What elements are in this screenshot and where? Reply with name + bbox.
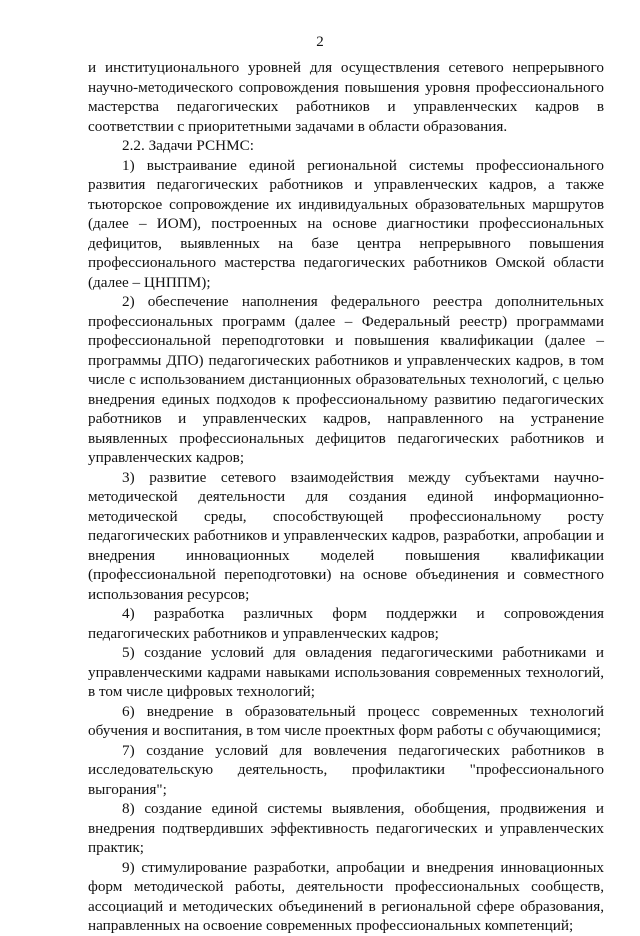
list-item-task-5: 5) создание условий для овладения педагогическими работниками и управленческими кадрами навыками использования современных технологий, в том числе цифровых технологий; — [88, 644, 604, 700]
list-item-task-2: 2) обеспечение наполнения федерального реестра дополнительных профессиональных программ (далее – Федеральный реестр) программами профессиональной переподготовки и повышения квалификации (далее – программы ДПО) педагогических работников и управленческих кадров, в том числе с использованием дистанционных образовательных технологий, с целью внедрения единых подходов к профессиональному развитию педагогических работников и управленческих кадров, направленного на устранение выявленных профессиональных дефицитов педагогических работников и управленческих кадров; — [88, 293, 604, 466]
list-item-task-4: 4) разработка различных форм поддержки и сопровождения педагогических работников и управленческих кадров; — [88, 605, 604, 642]
page-number: 2 — [316, 34, 324, 50]
section-heading-tasks: 2.2. Задачи РСНМС: — [122, 137, 254, 154]
list-item-task-8: 8) создание единой системы выявления, обобщения, продвижения и внедрения подтвердивших эффективность педагогических и управленческих практик; — [88, 800, 604, 856]
body-text — [88, 58, 604, 936]
list-item-task-3: 3) развитие сетевого взаимодействия между субъектами научно-методической деятельности для создания единой информационно-методической среды, способствующей профессиональному росту педагогических работников и управленческих кадров, разработки, апробации и внедрения инновационных моделей повышения квалификации (профессиональной переподготовки) на основе объединения и совместного использования ресурсов; — [88, 468, 604, 603]
paragraph-intro-continuation: и институционального уровней для осуществления сетевого непрерывного научно-методического сопровождения повышения уровня профессионального мастерства педагогических работников и управленческих кадров в соответствии с приоритетными задачами в области образования. — [88, 59, 604, 135]
list-item-task-6: 6) внедрение в образовательный процесс современных технологий обучения и воспитания, в том числе проектных форм работы с обучающимися; — [88, 702, 604, 739]
list-item-task-7: 7) создание условий для вовлечения педагогических работников в исследовательскую деятельность, профилактики "профессионального выгорания"; — [88, 741, 604, 798]
list-item-task-1: 1) выстраивание единой региональной системы профессионального развития педагогических работников и управленческих кадров, а также тьюторское сопровождение их индивидуальных образовательных маршрутов (далее – ИОМ), построенных на основе диагностики профессиональных дефицитов, выявленных на базе центра непрерывного повышения профессионального мастерства педагогических работников Омской области (далее – ЦНППМ); — [88, 156, 604, 291]
list-item-task-9: 9) стимулирование разработки, апробации и внедрения инновационных форм методической работы, деятельности профессиональных сообществ, ассоциаций и методических объединений в региональной сфере образования, направленных на освоение современных профессиональных компетенций; — [88, 858, 604, 934]
